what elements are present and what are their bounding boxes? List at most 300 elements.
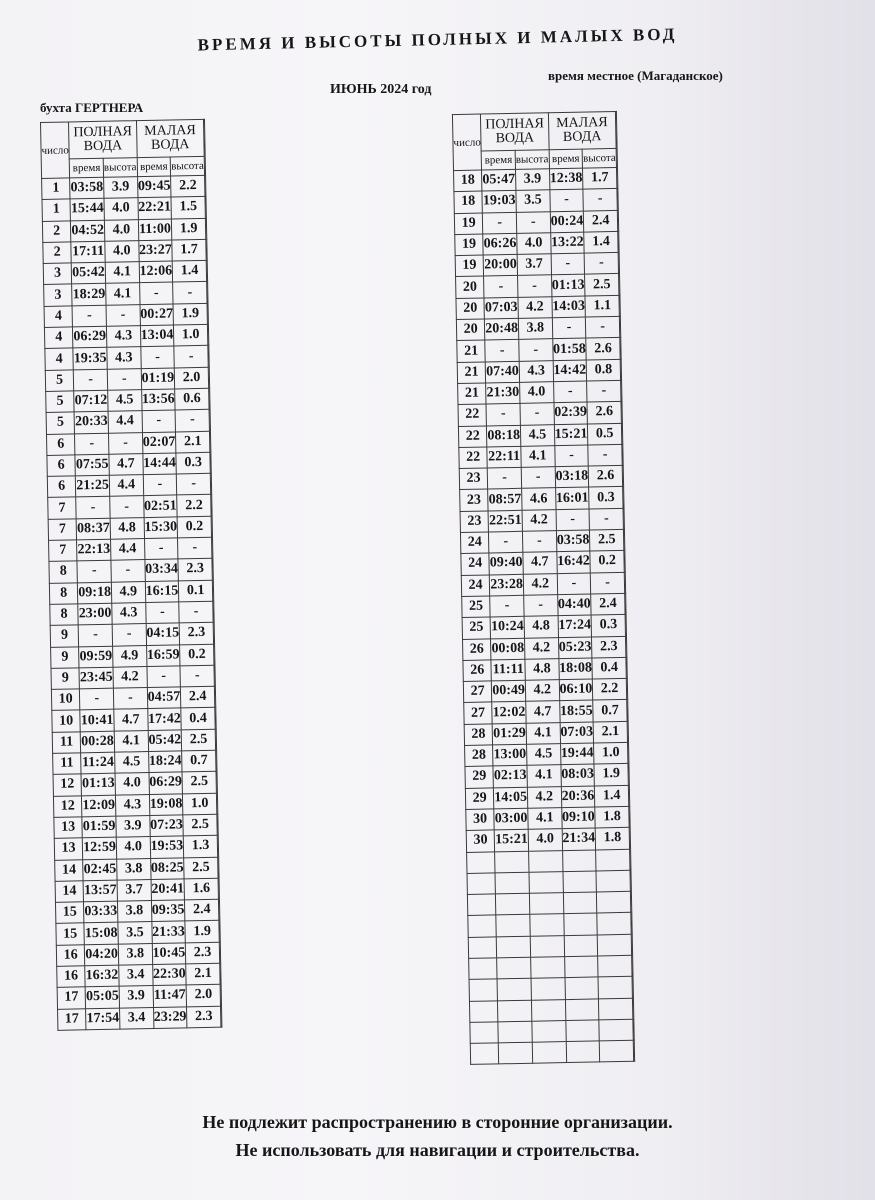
low-time-cell: - <box>551 253 585 275</box>
high-height-cell: 4.1 <box>114 730 148 752</box>
low-height-cell: 2.5 <box>590 529 624 551</box>
high-height-cell: 4.4 <box>109 475 143 497</box>
day-cell: 9 <box>51 646 80 668</box>
empty-cell <box>205 197 206 218</box>
empty-cell <box>598 977 632 999</box>
low-height-cell: 0.4 <box>592 657 626 679</box>
high-time-cell: 07:12 <box>74 390 108 412</box>
low-height-cell: 2.4 <box>185 899 219 921</box>
low-height-cell: 2.1 <box>593 721 627 743</box>
low-height-cell: 2.3 <box>187 1006 221 1028</box>
low-height-cell: 0.2 <box>177 516 211 538</box>
day-cell: 2 <box>42 221 71 243</box>
low-time-cell: - <box>140 346 174 368</box>
low-time-header: время <box>137 157 171 177</box>
empty-cell <box>619 316 620 337</box>
month-label: ИЮНЬ 2024 год <box>330 82 432 97</box>
empty-cell <box>215 708 216 729</box>
high-height-cell: 4.0 <box>116 837 150 859</box>
empty-cell <box>565 999 599 1021</box>
high-time-cell: 07:03 <box>484 297 518 319</box>
low-time-cell: 03:18 <box>555 466 589 488</box>
empty-cell <box>624 572 625 593</box>
day-cell: 15 <box>56 923 85 945</box>
low-height-cell: - <box>173 282 207 304</box>
low-height-cell: 1.4 <box>172 261 206 283</box>
high-time-cell: - <box>74 369 108 391</box>
empty-cell <box>220 1006 221 1027</box>
high-height-cell: 4.2 <box>527 786 561 808</box>
high-time-cell: 22:11 <box>487 446 521 468</box>
low-time-cell: 16:42 <box>556 551 590 573</box>
low-time-cell: - <box>143 474 177 496</box>
high-height-cell: - <box>110 496 144 518</box>
low-height-cell: 1.4 <box>595 785 629 807</box>
empty-cell <box>216 750 217 771</box>
low-height-cell: 0.3 <box>176 452 210 474</box>
empty-cell <box>209 431 210 452</box>
high-time-cell: - <box>75 433 109 455</box>
low-time-cell: 09:35 <box>151 900 185 922</box>
low-time-cell: 05:42 <box>148 730 182 752</box>
empty-cell <box>529 871 563 893</box>
empty-cell <box>599 1019 633 1041</box>
high-height-cell: 3.7 <box>517 254 551 276</box>
empty-cell <box>498 1021 532 1043</box>
low-time-cell: 06:10 <box>559 679 593 701</box>
high-time-cell: 03:33 <box>84 901 118 923</box>
day-header: число <box>452 114 481 171</box>
empty-cell <box>468 915 497 937</box>
low-time-cell: 02:39 <box>554 402 588 424</box>
day-cell: 7 <box>48 497 77 519</box>
empty-cell <box>632 977 633 998</box>
empty-cell <box>215 729 216 750</box>
tide-table-left <box>40 119 222 1031</box>
low-time-cell: 07:03 <box>560 722 594 744</box>
low-time-cell: - <box>139 282 173 304</box>
high-height-cell: - <box>518 275 552 297</box>
high-time-cell: 10:41 <box>80 710 114 732</box>
empty-cell <box>620 359 621 380</box>
empty-cell <box>596 870 630 892</box>
empty-cell <box>532 1020 566 1042</box>
empty-cell <box>470 1022 499 1044</box>
high-time-cell: 20:48 <box>485 318 519 340</box>
high-time-cell: 04:20 <box>85 944 119 966</box>
high-height-header: высота <box>515 150 549 170</box>
day-cell: 26 <box>463 638 492 660</box>
table-row <box>58 1006 222 1030</box>
empty-cell <box>532 1042 566 1064</box>
day-cell: 25 <box>462 596 491 618</box>
high-height-cell: - <box>522 531 556 553</box>
empty-cell <box>629 828 630 849</box>
high-height-cell: 4.8 <box>524 616 558 638</box>
low-height-cell: 2.4 <box>181 686 215 708</box>
empty-cell <box>622 444 623 465</box>
high-time-cell: 12:59 <box>83 837 117 859</box>
low-height-cell: 0.7 <box>182 750 216 772</box>
empty-cell <box>632 955 633 976</box>
low-height-cell: 2.3 <box>178 559 212 581</box>
empty-cell <box>214 665 215 686</box>
high-time-cell: 19:03 <box>482 191 516 213</box>
empty-cell <box>618 231 619 252</box>
empty-cell <box>563 871 597 893</box>
empty-cell <box>625 636 626 657</box>
day-cell: 27 <box>463 681 492 703</box>
empty-cell <box>209 410 210 431</box>
empty-cell <box>566 1041 600 1063</box>
low-time-cell: 23:29 <box>153 1006 187 1028</box>
day-cell: 18 <box>454 170 483 192</box>
low-time-cell: 00:24 <box>550 211 584 233</box>
empty-cell <box>495 872 529 894</box>
high-height-cell: - <box>112 624 146 646</box>
high-height-cell: - <box>108 432 142 454</box>
high-time-cell: 22:13 <box>77 539 111 561</box>
high-time-cell: - <box>489 531 523 553</box>
empty-cell <box>600 1040 634 1062</box>
low-time-cell: - <box>554 445 588 467</box>
low-height-cell: 0.6 <box>175 388 209 410</box>
day-cell: 14 <box>55 881 84 903</box>
high-height-cell: 4.0 <box>104 219 138 241</box>
disclaimer-line: Не использовать для навигации и строительства. <box>235 1140 640 1160</box>
empty-cell <box>217 835 218 856</box>
high-height-cell: 4.6 <box>522 488 556 510</box>
day-cell: 20 <box>456 276 485 298</box>
high-height-cell: 4.9 <box>111 581 145 603</box>
empty-cell <box>495 851 529 873</box>
high-time-cell: 05:05 <box>85 986 119 1008</box>
low-time-cell: 18:08 <box>559 658 593 680</box>
high-height-cell: - <box>519 339 553 361</box>
empty-cell <box>210 452 211 473</box>
low-height-cell: 0.3 <box>589 487 623 509</box>
low-height-cell: 0.5 <box>588 423 622 445</box>
day-header: число <box>41 122 70 179</box>
low-water-header: МАЛАЯ ВОДА <box>548 111 616 149</box>
high-height-cell: 4.2 <box>522 509 556 531</box>
day-cell: 8 <box>49 561 78 583</box>
high-time-cell: 21:30 <box>486 382 520 404</box>
empty-cell <box>219 942 220 963</box>
low-time-cell: 20:36 <box>561 786 595 808</box>
empty-cell <box>630 870 631 891</box>
high-height-cell: 4.7 <box>114 709 148 731</box>
high-time-cell: 09:18 <box>78 582 112 604</box>
empty-cell <box>617 189 618 210</box>
low-time-cell: 11:47 <box>153 985 187 1007</box>
empty-cell <box>207 324 208 345</box>
high-height-cell: 4.5 <box>108 390 142 412</box>
empty-cell <box>623 508 624 529</box>
high-height-cell: 4.7 <box>526 701 560 723</box>
low-height-cell: - <box>591 572 625 594</box>
low-time-cell: 12:06 <box>139 261 173 283</box>
day-cell: 22 <box>459 447 488 469</box>
day-cell: 7 <box>49 540 78 562</box>
low-time-cell: 03:58 <box>556 530 590 552</box>
empty-cell <box>531 999 565 1021</box>
low-time-cell: 15:30 <box>144 517 178 539</box>
low-height-cell: 0.8 <box>586 359 620 381</box>
high-time-cell: - <box>80 688 114 710</box>
empty-cell <box>621 423 622 444</box>
low-height-cell: 0.1 <box>179 580 213 602</box>
empty-cell <box>205 175 206 196</box>
high-height-cell: 4.5 <box>115 752 149 774</box>
location-label: бухта ГЕРТНЕРА <box>40 100 144 115</box>
empty-cell <box>212 580 213 601</box>
high-height-cell: 3.7 <box>117 879 151 901</box>
empty-cell <box>598 934 632 956</box>
low-height-cell: 2.1 <box>186 963 220 985</box>
high-height-cell: 4.0 <box>105 241 139 263</box>
day-cell: 21 <box>458 383 487 405</box>
day-cell: 3 <box>44 284 73 306</box>
day-cell: 9 <box>51 668 80 690</box>
high-height-cell: 4.1 <box>526 722 560 744</box>
low-water-header: МАЛАЯ ВОДА <box>136 119 204 157</box>
empty-cell <box>564 956 598 978</box>
low-height-cell: 1.9 <box>172 218 206 240</box>
low-height-cell: 2.5 <box>184 857 218 879</box>
empty-cell <box>631 934 632 955</box>
high-height-cell: 4.2 <box>525 680 559 702</box>
empty-cell <box>497 936 531 958</box>
day-cell: 19 <box>454 213 483 235</box>
empty-cell <box>469 979 498 1001</box>
empty-cell <box>497 979 531 1001</box>
high-height-cell: - <box>111 560 145 582</box>
empty-cell <box>629 806 630 827</box>
high-time-cell: 01:29 <box>492 723 526 745</box>
empty-cell <box>470 1043 499 1065</box>
empty-cell <box>208 346 209 367</box>
low-time-cell: 21:33 <box>152 921 186 943</box>
low-time-cell: 08:03 <box>561 764 595 786</box>
high-time-cell: 10:24 <box>490 617 524 639</box>
empty-cell <box>597 913 631 935</box>
high-time-cell: 11:11 <box>491 659 525 681</box>
high-time-cell: 15:21 <box>494 829 528 851</box>
day-cell: 19 <box>455 255 484 277</box>
empty-cell <box>529 893 563 915</box>
high-time-cell: 01:13 <box>81 773 115 795</box>
low-height-cell: - <box>178 537 212 559</box>
day-cell: 1 <box>42 178 71 200</box>
high-height-cell: 4.8 <box>110 517 144 539</box>
high-time-cell: 06:29 <box>73 326 107 348</box>
high-height-cell: 4.1 <box>521 446 555 468</box>
low-time-cell: - <box>557 573 591 595</box>
empty-cell <box>531 957 565 979</box>
empty-cell <box>564 935 598 957</box>
low-time-cell: 16:01 <box>555 487 589 509</box>
high-time-cell: 09:40 <box>489 553 523 575</box>
day-cell: 4 <box>45 348 74 370</box>
low-height-cell: 2.6 <box>586 338 620 360</box>
high-height-cell: 4.5 <box>520 424 554 446</box>
day-cell: 17 <box>57 987 86 1009</box>
empty-cell <box>621 380 622 401</box>
day-cell: 8 <box>49 583 78 605</box>
empty-cell <box>563 913 597 935</box>
low-time-cell: 16:15 <box>145 581 179 603</box>
low-time-cell: 14:44 <box>143 453 177 475</box>
empty-cell <box>206 239 207 260</box>
empty-cell <box>467 851 496 873</box>
day-cell: 8 <box>50 604 79 626</box>
low-height-cell: 2.1 <box>176 431 210 453</box>
high-time-cell: - <box>77 561 111 583</box>
high-height-cell: - <box>107 368 141 390</box>
low-height-cell: 2.2 <box>171 175 205 197</box>
high-height-cell: - <box>516 211 550 233</box>
high-time-cell: 20:00 <box>483 255 517 277</box>
high-water-header: ПОЛНАЯ ВОДА <box>69 121 137 159</box>
day-cell: 11 <box>53 753 82 775</box>
high-height-cell: 4.1 <box>528 808 562 830</box>
day-cell: 30 <box>466 830 495 852</box>
low-time-cell: 18:24 <box>148 751 182 773</box>
low-time-cell: 07:23 <box>149 815 183 837</box>
high-height-cell: - <box>113 688 147 710</box>
low-time-header: время <box>549 149 583 169</box>
day-cell: 5 <box>45 370 74 392</box>
low-time-cell: 19:53 <box>150 836 184 858</box>
low-time-cell: 02:07 <box>142 432 176 454</box>
empty-cell <box>617 210 618 231</box>
high-time-cell: 23:00 <box>78 603 112 625</box>
day-cell: 6 <box>47 455 76 477</box>
high-height-cell: 3.9 <box>104 177 138 199</box>
high-time-cell: 21:25 <box>76 475 110 497</box>
empty-cell <box>630 891 631 912</box>
empty-cell <box>218 878 219 899</box>
empty-cell <box>599 998 633 1020</box>
empty-cell <box>213 622 214 643</box>
high-height-cell: 4.3 <box>519 360 553 382</box>
high-time-cell: 15:08 <box>84 923 118 945</box>
day-cell: 29 <box>465 788 494 810</box>
high-height-cell: 4.4 <box>108 411 142 433</box>
low-height-cell: - <box>179 601 213 623</box>
high-time-cell: 04:52 <box>71 220 105 242</box>
low-height-cell: 1.6 <box>184 878 218 900</box>
low-height-cell: 0.4 <box>181 708 215 730</box>
empty-cell <box>207 282 208 303</box>
day-cell: 9 <box>50 625 79 647</box>
day-cell: 24 <box>461 553 490 575</box>
low-time-cell: 17:42 <box>147 708 181 730</box>
high-height-cell: 4.3 <box>112 603 146 625</box>
empty-cell <box>211 516 212 537</box>
low-time-cell: 13:22 <box>550 232 584 254</box>
empty-cell <box>212 559 213 580</box>
high-time-cell: 15:44 <box>70 199 104 221</box>
disclaimer-line: Не подлежит распространению в сторонние организации. <box>202 1112 673 1132</box>
empty-cell <box>220 963 221 984</box>
empty-cell <box>496 893 530 915</box>
day-cell: 14 <box>55 859 84 881</box>
day-cell: 22 <box>458 404 487 426</box>
day-cell: 4 <box>44 327 73 349</box>
low-height-cell: 1.0 <box>594 742 628 764</box>
high-height-cell: 3.4 <box>119 1007 153 1029</box>
high-height-cell: 4.3 <box>107 347 141 369</box>
low-height-cell: 2.3 <box>186 942 220 964</box>
low-height-cell: 2.0 <box>186 984 220 1006</box>
empty-cell <box>205 218 206 239</box>
low-height-cell: 1.0 <box>183 793 217 815</box>
high-height-header: высота <box>103 158 137 178</box>
low-height-cell: - <box>587 380 621 402</box>
high-height-cell: 4.0 <box>115 773 149 795</box>
high-time-cell: - <box>486 404 520 426</box>
empty-cell <box>596 849 630 871</box>
day-cell: 21 <box>457 362 486 384</box>
empty-cell <box>218 899 219 920</box>
low-time-cell: 22:30 <box>152 964 186 986</box>
day-cell: 28 <box>464 724 493 746</box>
low-height-cell: 1.4 <box>584 231 618 253</box>
high-height-cell: 4.4 <box>110 539 144 561</box>
high-height-cell: 4.9 <box>113 645 147 667</box>
day-cell: 13 <box>54 817 83 839</box>
low-height-cell: 0.2 <box>180 644 214 666</box>
high-height-cell: 4.2 <box>518 296 552 318</box>
empty-cell <box>626 678 627 699</box>
high-height-cell: 4.2 <box>523 573 557 595</box>
low-height-cell: 2.4 <box>584 210 618 232</box>
disclaimer <box>0 1108 875 1164</box>
high-time-cell: - <box>483 212 517 234</box>
low-time-cell: 13:56 <box>141 389 175 411</box>
high-height-cell: 3.8 <box>117 858 151 880</box>
day-cell: 10 <box>52 710 81 732</box>
high-time-header: время <box>481 150 515 170</box>
high-height-cell: 4.2 <box>113 666 147 688</box>
empty-cell <box>217 814 218 835</box>
low-height-cell: 2.5 <box>585 274 619 296</box>
day-cell: 22 <box>458 426 487 448</box>
low-time-cell: 23:27 <box>138 240 172 262</box>
day-cell: 20 <box>456 298 485 320</box>
time-zone-label: время местное (Магаданское) <box>548 68 723 83</box>
low-height-cell: 1.9 <box>594 764 628 786</box>
low-height-cell: 1.0 <box>174 324 208 346</box>
empty-cell <box>619 295 620 316</box>
low-time-cell: 09:10 <box>561 807 595 829</box>
high-time-cell: 19:35 <box>73 348 107 370</box>
empty-cell <box>627 721 628 742</box>
empty-cell <box>623 487 624 508</box>
low-height-cell: 1.5 <box>171 197 205 219</box>
day-cell: 15 <box>55 902 84 924</box>
low-height-cell: 0.7 <box>593 700 627 722</box>
empty-cell <box>218 857 219 878</box>
high-time-cell: - <box>490 595 524 617</box>
low-time-cell: 12:38 <box>549 168 583 190</box>
empty-cell <box>628 764 629 785</box>
low-time-cell: 02:51 <box>143 495 177 517</box>
high-height-cell: 4.3 <box>106 326 140 348</box>
day-cell: 5 <box>46 412 75 434</box>
